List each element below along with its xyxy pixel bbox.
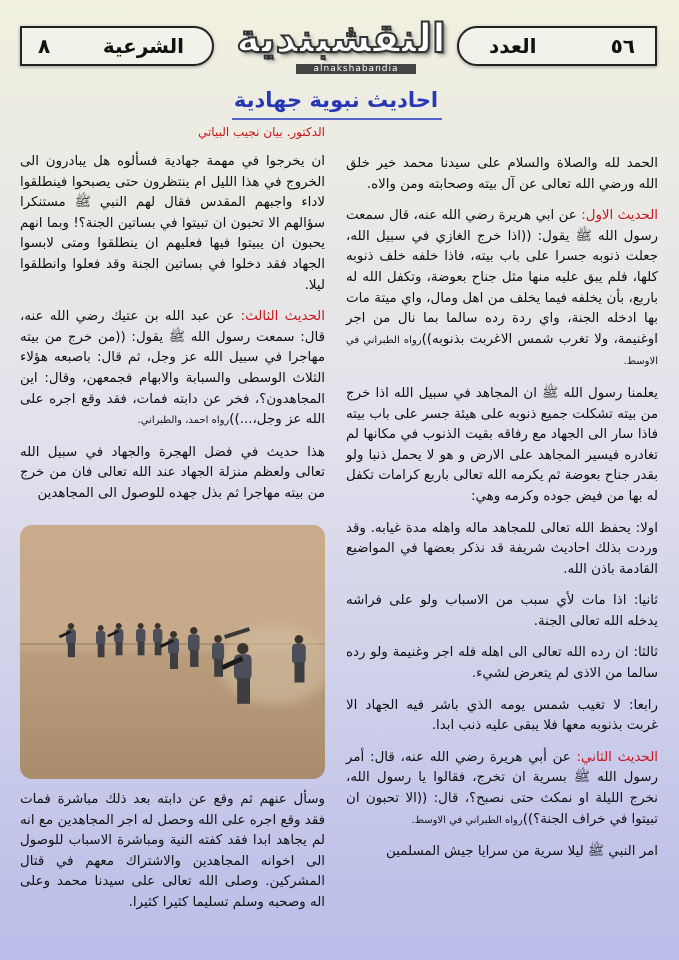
desert-fighters-photo: [20, 525, 325, 779]
explanation-paragraph: يعلمنا رسول الله ﷺ ان المجاهد في سبيل الله اذا خرج من بيته تشكلت جميع ذنوبه على هيئة جسر على باب بيته فاذا سار الى الجهاد مع رفاقه بقيت الذنوب في مكانها لم تغادره فيسير المجاهد على الارض و هو لا يحمل ذنبا ولو بقدر جناح بعوضة ثم يكرمه الله تعالى باربع كرامات تكفل له بها من فيض جوده وكرمه وهي:: [346, 385, 658, 504]
hadith-1-paragraph: الحديث الاول: عن ابي هريرة رضي الله عنه، قال سمعت رسول الله ﷺ يقول: ((اذا خرج الغازي في سبيل الله، جعلت ذنوبه جسرا على باب بيته، فاذا خلفه خلف ذنوبه كلها، فلم يبق عليه منها مثل جناح بعوضة، وتكفل الله له باربع، بأن يخلفه فيما يخلف من اهل ومال، واي ميتة مات بها ادخله الجنة، واي ردة رده سالما بما نال من اجر اوغنيمة، ولا تغرب شمس الاغربت بذنوبه))رواه الطبراني في الاوسط.: [346, 208, 659, 368]
hadith-1-label: الحديث الاول:: [581, 208, 659, 224]
hadith-3-reference: رواه احمد، والطبراني.: [137, 415, 230, 427]
hadith-2-reference: رواه الطبراني في الاوسط.: [411, 814, 523, 826]
section-banner: [20, 26, 214, 66]
point-2-paragraph: ثانيا: اذا مات لأي سبب من الاسباب ولو على فراشه يدخله الله تعالى الجنة.: [346, 593, 658, 629]
issue-banner: [457, 26, 657, 66]
hadith-2-paragraph: الحديث الثاني: عن أبي هريرة رضي الله عنه، قال: أمر رسول الله ﷺ بسرية ان تخرج، فقالوا يا رسول الله، نخرج الليلة او نمكث حتى نصبح؟، قال: ((الا تحبون ان تبيتوا في خراف الجنة؟))رواه الطبراني في الاوسط.: [346, 749, 658, 827]
point-4-paragraph: رابعا: لا تغيب شمس يومه الذي باشر فيه الجهاد الا غربت بذنوبه معها فلا يبقى عليه ذنب ابدا.: [346, 697, 658, 734]
issue-number: ٥٦: [610, 34, 635, 58]
left-column-bottom: [20, 790, 325, 925]
masthead-logo: [236, 14, 446, 86]
article-title: احاديث نبوية جهادية: [233, 88, 439, 112]
left-column-top: [20, 152, 325, 516]
page-number: ٨: [38, 34, 51, 58]
masthead-url: alnakshabandia: [296, 64, 416, 74]
commentary-paragraph: ان يخرجوا في مهمة جهادية فسألوه هل يبادرون الى الخروج في هذا الليل ام ينتظرون حتى يصبحوا فينطلقوا لاداء واجبهم المقدس فقال لهم النبي ﷺ مستنكرا سؤالهم الا تحبون ان تبيتوا في بساتين الجنة؟! وبما انهم يحبون ان يبيتوا فيها فعليهم ان ينطلقوا ومتى لابسوا الجهاد فقد دخلوا في بساتين الجنة وقد فعلوا وانطلقوا ليلا.: [20, 154, 325, 293]
hadith-3-paragraph: الحديث الثالث: عن عبد الله بن عتيك رضي الله عنه، قال: سمعت رسول الله ﷺ يقول: ((من خرج من بيته مهاجرا في سبيل الله عز وجل، ثم قال: باصبعه هؤلاء الثلاث الوسطى والسبابة والابهام فجمعهن، وقال: اين المجاهدون؟، فخر عن دابته فمات، فقد وقع اجره على الله عز وجل،...))رواه احمد، والطبراني.: [20, 309, 325, 428]
article-author: الدكتور. بيان نجيب البياتي: [197, 125, 325, 139]
continuation-paragraph: امر النبي ﷺ ليلا سرية من سرايا جيش المسلمين: [386, 844, 658, 860]
point-1-paragraph: اولا: يحفظ الله تعالى للمجاهد ماله واهله مدة غيابه. وقد وردت بذلك احاديث شريفة قد نذكر بعضها في المواضيع القادمة باذن الله.: [346, 520, 658, 577]
hadith-3-commentary: هذا حديث في فضل الهجرة والجهاد في سبيل الله تعالى ولعظم منزلة الجهاد عند الله تعالى فان من خرج من بيته مهاجرا ثم بذل جهده للوصول الى المجاهدين: [20, 444, 325, 501]
hadith-3-label: الحديث الثالث:: [240, 309, 325, 325]
issue-label: العدد: [489, 34, 537, 58]
point-3-paragraph: ثالثا: ان رده الله تعالى الى اهله فله اجر وغنيمة ولو رده سالما من الاذى لم يتعرض لشيء.: [346, 645, 658, 682]
closing-paragraph: وسأل عنهم ثم وقع عن دابته بعد ذلك مباشرة فمات فقد وقع اجره على الله وحصل له اجر المجاهدين مع انه لم يجاهد ابدا فقد كفته النية ومباشرة الاسباب للوصول الى اخوانه المجاهدين والاشتراك معهم في قتال المشركين. وصلى الله تعالى على سيدنا محمد وعلى اله وصحبه وسلم تسليما كثيرا كثيرا.: [20, 792, 325, 910]
masthead-title: النقشبندية: [236, 16, 446, 62]
title-underline: [232, 118, 442, 120]
hadith-2-label: الحديث الثاني:: [576, 749, 658, 765]
section-name: الشرعية: [102, 34, 184, 58]
right-column: [346, 154, 658, 874]
hadith-1-reference: رواه الطبراني في الاوسط.: [346, 334, 658, 368]
intro-paragraph: الحمد لله والصلاة والسلام على سيدنا محمد خير خلق الله ورضي الله تعالى عن آل بيته وصحابته ومن والاه.: [346, 156, 658, 192]
